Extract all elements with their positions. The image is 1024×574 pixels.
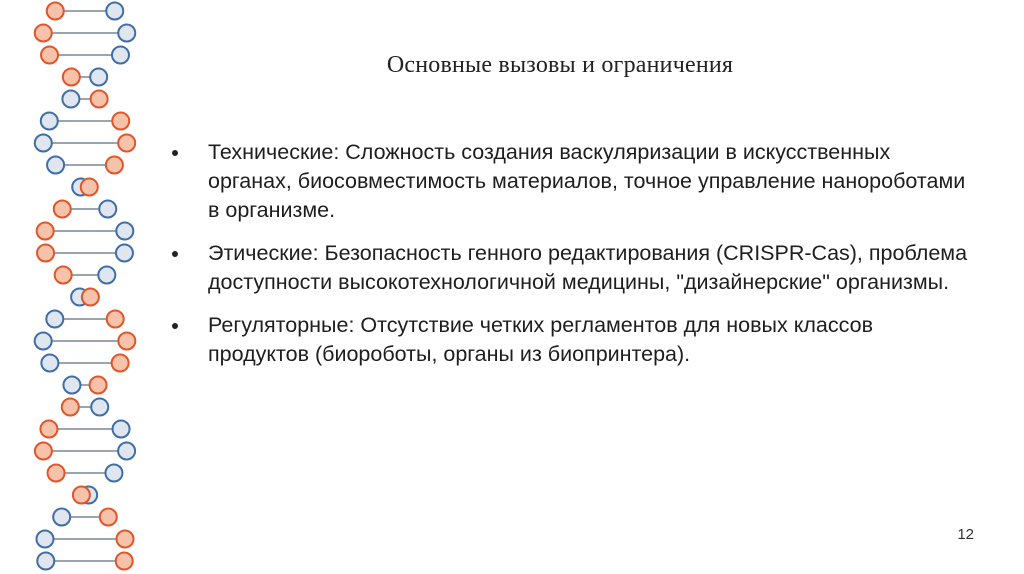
bullet-text: Этические: Безопасность генного редактирования (CRISPR-Cas), проблема доступности высокотехнологичной медицины, "дизайнерские" организмы. <box>208 241 968 294</box>
dna-node-blue <box>63 377 80 394</box>
dna-node-blue <box>113 421 130 438</box>
dna-node-red <box>40 421 57 438</box>
dna-node-red <box>81 179 98 196</box>
dna-node-red <box>35 443 52 460</box>
bullet-list <box>172 138 972 383</box>
dna-node-red <box>90 377 107 394</box>
dna-node-red <box>82 289 99 306</box>
dna-node-blue <box>41 355 58 372</box>
dna-node-red <box>55 267 72 284</box>
dna-node-blue <box>118 25 135 42</box>
dna-node-blue <box>116 245 133 262</box>
dna-node-blue <box>91 399 108 416</box>
dna-node-red <box>118 333 135 350</box>
bullet-item-regulatory <box>172 311 972 369</box>
dna-node-red <box>91 91 108 108</box>
dna-node-blue <box>41 113 58 130</box>
dna-node-red <box>41 47 58 64</box>
dna-node-red <box>63 69 80 86</box>
dna-node-blue <box>46 311 63 328</box>
dna-node-red <box>106 157 123 174</box>
dna-node-red <box>112 355 129 372</box>
dna-node-blue <box>99 201 116 218</box>
dna-node-red <box>62 399 79 416</box>
dna-node-red <box>37 245 54 262</box>
dna-node-blue <box>37 553 54 570</box>
slide-title: Основные вызовы и ограничения <box>386 52 734 78</box>
bullet-dot-icon <box>172 150 178 156</box>
bullet-text: Регуляторные: Отсутствие четких регламентов для новых классов продуктов (биороботы, органы из биопринтера). <box>208 313 873 366</box>
dna-node-red <box>73 487 90 504</box>
dna-node-blue <box>53 509 70 526</box>
dna-node-blue <box>98 267 115 284</box>
dna-node-blue <box>118 443 135 460</box>
dna-node-blue <box>35 135 52 152</box>
dna-node-blue <box>47 157 64 174</box>
dna-node-blue <box>35 333 52 350</box>
dna-node-red <box>37 223 54 240</box>
page-number: 12 <box>957 526 974 543</box>
dna-node-blue <box>90 69 107 86</box>
bullet-item-technical <box>172 138 972 225</box>
dna-node-blue <box>62 91 79 108</box>
dna-node-red <box>35 25 52 42</box>
dna-node-blue <box>116 223 133 240</box>
dna-node-blue <box>36 531 53 548</box>
bullet-dot-icon <box>172 323 178 329</box>
dna-node-red <box>117 531 134 548</box>
dna-node-red <box>54 201 71 218</box>
dna-node-red <box>107 311 124 328</box>
bullet-dot-icon <box>172 251 178 257</box>
dna-node-blue <box>106 3 123 20</box>
dna-node-red <box>48 465 65 482</box>
dna-node-blue <box>112 47 129 64</box>
bullet-item-ethical <box>172 239 972 297</box>
dna-helix-icon <box>0 0 160 574</box>
dna-node-blue <box>105 465 122 482</box>
dna-node-red <box>118 135 135 152</box>
dna-node-red <box>116 553 133 570</box>
bullet-text: Технические: Сложность создания васкуляризации в искусственных органах, биосовместимость материалов, точное управление нанороботами в организме. <box>208 140 966 222</box>
dna-node-red <box>100 509 117 526</box>
dna-node-red <box>47 3 64 20</box>
dna-node-red <box>112 113 129 130</box>
